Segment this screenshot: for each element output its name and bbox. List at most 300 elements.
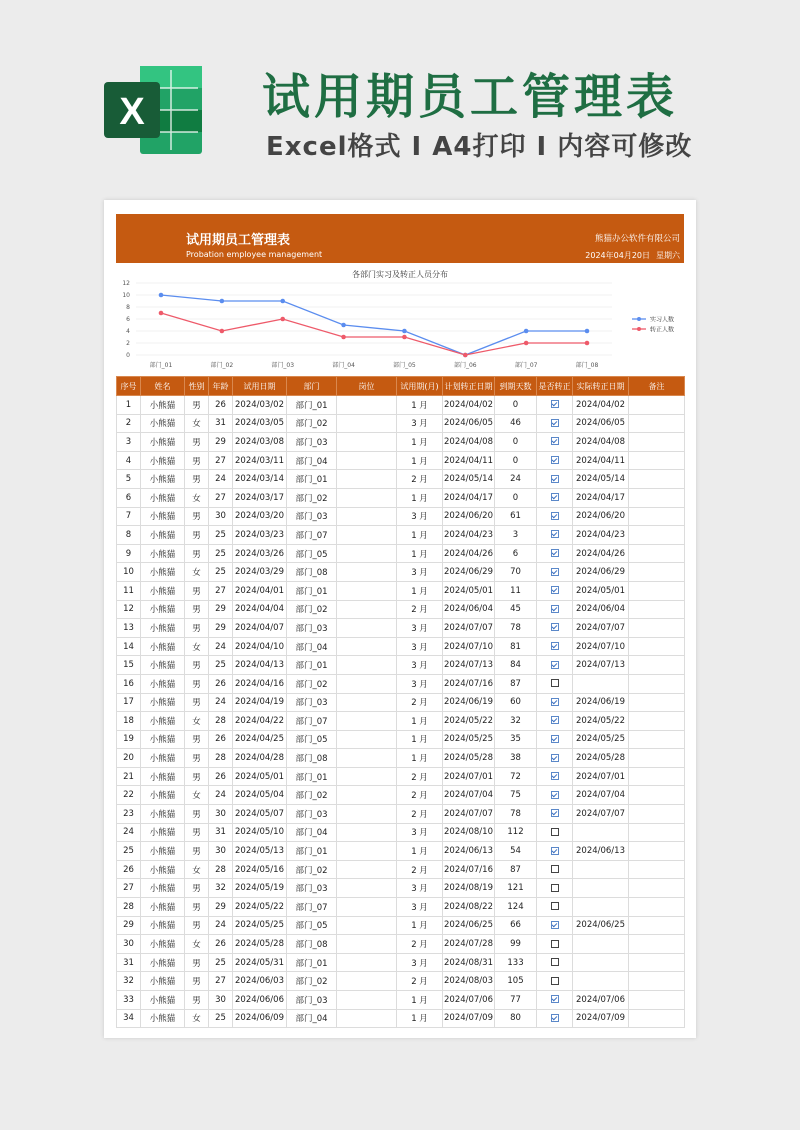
unchecked-checkbox[interactable]	[551, 958, 559, 966]
table-cell: 男	[185, 544, 209, 563]
table-row	[117, 860, 685, 879]
table-cell: 19	[117, 730, 141, 749]
table-row	[117, 693, 685, 712]
table-cell: 8	[117, 526, 141, 545]
table-cell	[573, 879, 629, 898]
table-cell: 2024/05/13	[233, 842, 287, 861]
table-cell: 小熊猫	[141, 396, 185, 415]
table-cell	[629, 749, 685, 768]
converted-checkbox-cell[interactable]	[537, 451, 573, 470]
table-row	[117, 786, 685, 805]
converted-checkbox-cell[interactable]	[537, 860, 573, 879]
table-cell: 25	[209, 953, 233, 972]
converted-checkbox-cell[interactable]	[537, 581, 573, 600]
table-cell	[337, 1009, 397, 1028]
table-cell: 2024/04/02	[573, 396, 629, 415]
column-header[interactable]: 实际转正日期	[573, 377, 629, 396]
table-cell: 29	[209, 600, 233, 619]
sheet-date: 2024年04月20日	[585, 251, 650, 260]
table-cell: 61	[495, 507, 537, 526]
sheet-subtitle: Probation employee management	[186, 250, 323, 259]
data-point	[159, 293, 164, 298]
checked-checkbox[interactable]	[551, 754, 559, 762]
table-cell	[337, 451, 397, 470]
converted-checkbox-cell[interactable]	[537, 563, 573, 582]
converted-checkbox-cell[interactable]	[537, 786, 573, 805]
table-cell: 小熊猫	[141, 749, 185, 768]
unchecked-checkbox[interactable]	[551, 679, 559, 687]
table-cell	[337, 637, 397, 656]
table-cell	[337, 730, 397, 749]
checked-checkbox[interactable]	[551, 475, 559, 483]
data-point	[220, 299, 225, 304]
table-cell	[629, 935, 685, 954]
unchecked-checkbox[interactable]	[551, 865, 559, 873]
table-cell: 部门_03	[287, 693, 337, 712]
y-tick-label: 4	[126, 328, 130, 335]
table-cell: 9	[117, 544, 141, 563]
table-cell: 80	[495, 1009, 537, 1028]
table-cell: 2024/05/22	[233, 898, 287, 917]
converted-checkbox-cell[interactable]	[537, 935, 573, 954]
unchecked-checkbox[interactable]	[551, 884, 559, 892]
table-cell: 2024/07/28	[443, 935, 495, 954]
converted-checkbox-cell[interactable]	[537, 1009, 573, 1028]
table-cell: 29	[209, 619, 233, 638]
table-cell: 2024/05/25	[233, 916, 287, 935]
converted-checkbox-cell[interactable]	[537, 619, 573, 638]
table-cell: 2024/07/16	[443, 860, 495, 879]
checked-checkbox[interactable]	[551, 772, 559, 780]
converted-checkbox-cell[interactable]	[537, 433, 573, 452]
table-cell	[629, 656, 685, 675]
table-cell: 2024/07/07	[573, 619, 629, 638]
table-cell	[629, 488, 685, 507]
table-cell: 2024/04/07	[233, 619, 287, 638]
table-cell: 2 月	[397, 972, 443, 991]
table-cell: 小熊猫	[141, 860, 185, 879]
table-cell: 1 月	[397, 842, 443, 861]
table-cell	[337, 879, 397, 898]
table-cell: 3	[495, 526, 537, 545]
table-cell: 0	[495, 451, 537, 470]
column-header[interactable]: 到期天数	[495, 377, 537, 396]
table-cell	[629, 637, 685, 656]
checked-checkbox[interactable]	[551, 791, 559, 799]
table-cell: 部门_03	[287, 991, 337, 1010]
converted-checkbox-cell[interactable]	[537, 526, 573, 545]
converted-checkbox-cell[interactable]	[537, 693, 573, 712]
table-row	[117, 935, 685, 954]
company-name: 熊猫办公软件有限公司	[594, 234, 680, 244]
table-cell: 1 月	[397, 526, 443, 545]
table-body	[117, 396, 685, 1028]
checked-checkbox[interactable]	[551, 735, 559, 743]
table-cell: 1	[117, 396, 141, 415]
table-cell: 2024/06/05	[573, 414, 629, 433]
table-cell	[629, 786, 685, 805]
table-cell: 112	[495, 823, 537, 842]
dept-line-chart	[116, 267, 684, 375]
table-cell: 2024/03/08	[233, 433, 287, 452]
table-cell	[573, 935, 629, 954]
table-cell: 男	[185, 581, 209, 600]
table-cell: 25	[209, 526, 233, 545]
table-cell	[629, 693, 685, 712]
table-cell	[573, 898, 629, 917]
table-cell	[629, 767, 685, 786]
table-cell: 女	[185, 860, 209, 879]
table-cell: 5	[117, 470, 141, 489]
converted-checkbox-cell[interactable]	[537, 488, 573, 507]
table-cell: 部门_02	[287, 674, 337, 693]
table-cell: 小熊猫	[141, 433, 185, 452]
checked-checkbox[interactable]	[551, 1014, 559, 1022]
converted-checkbox-cell[interactable]	[537, 674, 573, 693]
table-cell	[337, 600, 397, 619]
table-row	[117, 767, 685, 786]
table-cell: 部门_01	[287, 470, 337, 489]
table-cell: 男	[185, 972, 209, 991]
checked-checkbox[interactable]	[551, 419, 559, 427]
converted-checkbox-cell[interactable]	[537, 507, 573, 526]
table-cell: 2 月	[397, 600, 443, 619]
checked-checkbox[interactable]	[551, 512, 559, 520]
checked-checkbox[interactable]	[551, 493, 559, 501]
table-cell: 男	[185, 600, 209, 619]
unchecked-checkbox[interactable]	[551, 940, 559, 948]
table-cell: 2024/07/13	[443, 656, 495, 675]
converted-checkbox-cell[interactable]	[537, 637, 573, 656]
table-cell: 2024/03/05	[233, 414, 287, 433]
table-cell: 小熊猫	[141, 414, 185, 433]
table-cell: 1 月	[397, 712, 443, 731]
table-row	[117, 991, 685, 1010]
table-cell: 0	[495, 396, 537, 415]
table-cell: 29	[209, 433, 233, 452]
table-cell: 2024/04/22	[233, 712, 287, 731]
x-tick-label: 部门_08	[575, 362, 599, 369]
column-header[interactable]: 是否转正	[537, 377, 573, 396]
table-cell: 2024/08/22	[443, 898, 495, 917]
converted-checkbox-cell[interactable]	[537, 879, 573, 898]
table-row	[117, 916, 685, 935]
table-cell: 2024/06/06	[233, 991, 287, 1010]
checked-checkbox[interactable]	[551, 642, 559, 650]
converted-checkbox-cell[interactable]	[537, 712, 573, 731]
table-cell: 24	[209, 786, 233, 805]
table-cell: 2024/05/07	[233, 805, 287, 824]
column-header[interactable]: 部门	[287, 377, 337, 396]
table-cell: 2024/06/09	[233, 1009, 287, 1028]
spreadsheet-page	[104, 200, 696, 1038]
table-cell	[629, 823, 685, 842]
unchecked-checkbox[interactable]	[551, 977, 559, 985]
table-cell: 2024/05/10	[233, 823, 287, 842]
checked-checkbox[interactable]	[551, 549, 559, 557]
checked-checkbox[interactable]	[551, 437, 559, 445]
table-cell: 2024/04/23	[573, 526, 629, 545]
table-row	[117, 637, 685, 656]
table-cell	[337, 860, 397, 879]
table-cell: 部门_03	[287, 879, 337, 898]
checked-checkbox[interactable]	[551, 605, 559, 613]
checked-checkbox[interactable]	[551, 809, 559, 817]
table-cell: 21	[117, 767, 141, 786]
table-cell: 男	[185, 749, 209, 768]
table-cell: 35	[495, 730, 537, 749]
table-cell	[629, 972, 685, 991]
table-row	[117, 526, 685, 545]
table-cell: 20	[117, 749, 141, 768]
table-cell: 24	[117, 823, 141, 842]
table-cell	[629, 953, 685, 972]
table-cell: 31	[117, 953, 141, 972]
table-cell: 2024/05/01	[573, 581, 629, 600]
checked-checkbox[interactable]	[551, 586, 559, 594]
table-cell: 12	[117, 600, 141, 619]
table-cell: 小熊猫	[141, 563, 185, 582]
checked-checkbox[interactable]	[551, 698, 559, 706]
converted-checkbox-cell[interactable]	[537, 805, 573, 824]
table-cell: 24	[209, 470, 233, 489]
column-header[interactable]: 试用日期	[233, 377, 287, 396]
table-cell: 2024/07/06	[443, 991, 495, 1010]
unchecked-checkbox[interactable]	[551, 828, 559, 836]
table-cell	[337, 991, 397, 1010]
checked-checkbox[interactable]	[551, 530, 559, 538]
table-cell: 25	[209, 1009, 233, 1028]
table-cell: 2024/06/19	[573, 693, 629, 712]
table-cell: 2024/04/08	[573, 433, 629, 452]
converted-checkbox-cell[interactable]	[537, 470, 573, 489]
x-tick-label: 部门_03	[271, 362, 295, 369]
converted-checkbox-cell[interactable]	[537, 749, 573, 768]
column-header[interactable]: 性别	[185, 377, 209, 396]
table-cell	[629, 451, 685, 470]
table-cell: 男	[185, 767, 209, 786]
table-row	[117, 544, 685, 563]
converted-checkbox-cell[interactable]	[537, 656, 573, 675]
table-cell	[629, 526, 685, 545]
converted-checkbox-cell[interactable]	[537, 767, 573, 786]
data-point	[585, 329, 590, 334]
table-cell: 2024/03/26	[233, 544, 287, 563]
table-cell: 32	[209, 879, 233, 898]
x-tick-label: 部门_07	[514, 362, 538, 369]
checked-checkbox[interactable]	[551, 716, 559, 724]
table-cell: 部门_08	[287, 749, 337, 768]
table-cell: 3 月	[397, 656, 443, 675]
converted-checkbox-cell[interactable]	[537, 544, 573, 563]
table-cell: 2024/04/11	[573, 451, 629, 470]
table-cell: 2024/03/29	[233, 563, 287, 582]
converted-checkbox-cell[interactable]	[537, 916, 573, 935]
table-cell: 2024/06/13	[443, 842, 495, 861]
table-cell	[337, 898, 397, 917]
table-cell: 2024/06/25	[573, 916, 629, 935]
table-cell: 2024/05/31	[233, 953, 287, 972]
table-cell	[629, 898, 685, 917]
table-cell: 14	[117, 637, 141, 656]
table-cell: 2 月	[397, 786, 443, 805]
table-cell: 2024/06/25	[443, 916, 495, 935]
table-cell: 部门_03	[287, 805, 337, 824]
table-cell: 2024/05/22	[573, 712, 629, 731]
converted-checkbox-cell[interactable]	[537, 414, 573, 433]
table-cell: 1 月	[397, 749, 443, 768]
converted-checkbox-cell[interactable]	[537, 730, 573, 749]
table-cell: 部门_04	[287, 823, 337, 842]
table-cell: 2024/05/25	[573, 730, 629, 749]
table-cell: 0	[495, 433, 537, 452]
x-tick-label: 部门_06	[453, 362, 477, 369]
table-cell: 2024/05/14	[573, 470, 629, 489]
table-cell: 男	[185, 507, 209, 526]
table-cell: 28	[117, 898, 141, 917]
table-cell: 2	[117, 414, 141, 433]
converted-checkbox-cell[interactable]	[537, 953, 573, 972]
table-cell: 27	[209, 488, 233, 507]
table-cell: 2024/05/28	[233, 935, 287, 954]
y-tick-label: 10	[122, 292, 130, 299]
table-cell: 99	[495, 935, 537, 954]
table-cell	[337, 414, 397, 433]
table-cell: 女	[185, 488, 209, 507]
table-cell: 部门_01	[287, 767, 337, 786]
table-cell: 2024/07/10	[443, 637, 495, 656]
table-cell: 26	[209, 396, 233, 415]
table-cell	[337, 805, 397, 824]
checked-checkbox[interactable]	[551, 995, 559, 1003]
table-cell	[337, 674, 397, 693]
table-cell: 2024/06/29	[573, 563, 629, 582]
y-tick-label: 2	[126, 340, 130, 347]
checked-checkbox[interactable]	[551, 456, 559, 464]
table-cell: 26	[209, 767, 233, 786]
data-point	[524, 341, 529, 346]
converted-checkbox-cell[interactable]	[537, 823, 573, 842]
table-cell: 小熊猫	[141, 823, 185, 842]
table-cell	[573, 953, 629, 972]
table-cell: 23	[117, 805, 141, 824]
table-cell: 小熊猫	[141, 637, 185, 656]
table-cell: 46	[495, 414, 537, 433]
converted-checkbox-cell[interactable]	[537, 600, 573, 619]
table-cell: 小熊猫	[141, 600, 185, 619]
table-row	[117, 823, 685, 842]
checked-checkbox[interactable]	[551, 847, 559, 855]
table-cell: 75	[495, 786, 537, 805]
table-cell: 男	[185, 433, 209, 452]
table-row	[117, 396, 685, 415]
legend-label: 实习人数	[650, 316, 675, 324]
table-cell: 10	[117, 563, 141, 582]
data-point	[159, 311, 164, 316]
table-cell: 18	[117, 712, 141, 731]
table-cell: 2024/04/26	[443, 544, 495, 563]
legend-label: 转正人数	[650, 326, 675, 334]
converted-checkbox-cell[interactable]	[537, 842, 573, 861]
x-tick-label: 部门_04	[332, 362, 355, 369]
column-header[interactable]: 试用期(月)	[397, 377, 443, 396]
checked-checkbox[interactable]	[551, 400, 559, 408]
table-cell: 2024/07/04	[443, 786, 495, 805]
table-cell: 6	[117, 488, 141, 507]
table-cell: 女	[185, 935, 209, 954]
table-cell: 2024/04/04	[233, 600, 287, 619]
table-cell: 部门_01	[287, 656, 337, 675]
chart-title: 各部门实习及转正人员分布	[352, 270, 448, 279]
table-cell: 34	[117, 1009, 141, 1028]
table-cell: 小熊猫	[141, 879, 185, 898]
table-cell	[337, 563, 397, 582]
table-cell: 小熊猫	[141, 1009, 185, 1028]
column-header[interactable]: 岗位	[337, 377, 397, 396]
column-header[interactable]: 计划转正日期	[443, 377, 495, 396]
sheet-weekday: 星期六	[656, 251, 680, 260]
data-point	[341, 335, 346, 340]
converted-checkbox-cell[interactable]	[537, 972, 573, 991]
column-header[interactable]: 姓名	[141, 377, 185, 396]
table-cell: 2024/05/25	[443, 730, 495, 749]
unchecked-checkbox[interactable]	[551, 902, 559, 910]
table-row	[117, 730, 685, 749]
table-cell: 0	[495, 488, 537, 507]
table-cell: 2024/04/17	[443, 488, 495, 507]
table-cell	[337, 693, 397, 712]
sheet-date-line	[579, 250, 680, 261]
data-point	[341, 323, 346, 328]
table-cell: 2024/07/16	[443, 674, 495, 693]
x-tick-label: 部门_05	[393, 362, 416, 369]
table-cell	[629, 563, 685, 582]
table-cell: 小熊猫	[141, 712, 185, 731]
table-cell	[337, 433, 397, 452]
checked-checkbox[interactable]	[551, 568, 559, 576]
table-cell: 30	[209, 805, 233, 824]
table-cell	[337, 470, 397, 489]
table-cell: 小熊猫	[141, 488, 185, 507]
table-cell: 男	[185, 730, 209, 749]
table-cell: 2 月	[397, 767, 443, 786]
checked-checkbox[interactable]	[551, 623, 559, 631]
table-cell: 30	[209, 991, 233, 1010]
data-point	[524, 329, 529, 334]
table-cell: 男	[185, 842, 209, 861]
converted-checkbox-cell[interactable]	[537, 898, 573, 917]
column-header[interactable]: 备注	[629, 377, 685, 396]
table-cell: 小熊猫	[141, 730, 185, 749]
table-cell: 3 月	[397, 619, 443, 638]
table-cell: 26	[209, 935, 233, 954]
column-header[interactable]: 年龄	[209, 377, 233, 396]
table-cell: 男	[185, 674, 209, 693]
converted-checkbox-cell[interactable]	[537, 396, 573, 415]
column-header[interactable]: 序号	[117, 377, 141, 396]
table-cell: 2 月	[397, 470, 443, 489]
table-cell: 2024/08/10	[443, 823, 495, 842]
hero-header	[0, 0, 800, 190]
table-cell	[629, 619, 685, 638]
table-cell: 2024/05/01	[233, 767, 287, 786]
table-cell: 1 月	[397, 488, 443, 507]
converted-checkbox-cell[interactable]	[537, 991, 573, 1010]
table-row	[117, 953, 685, 972]
checked-checkbox[interactable]	[551, 661, 559, 669]
checked-checkbox[interactable]	[551, 921, 559, 929]
table-cell: 小熊猫	[141, 674, 185, 693]
